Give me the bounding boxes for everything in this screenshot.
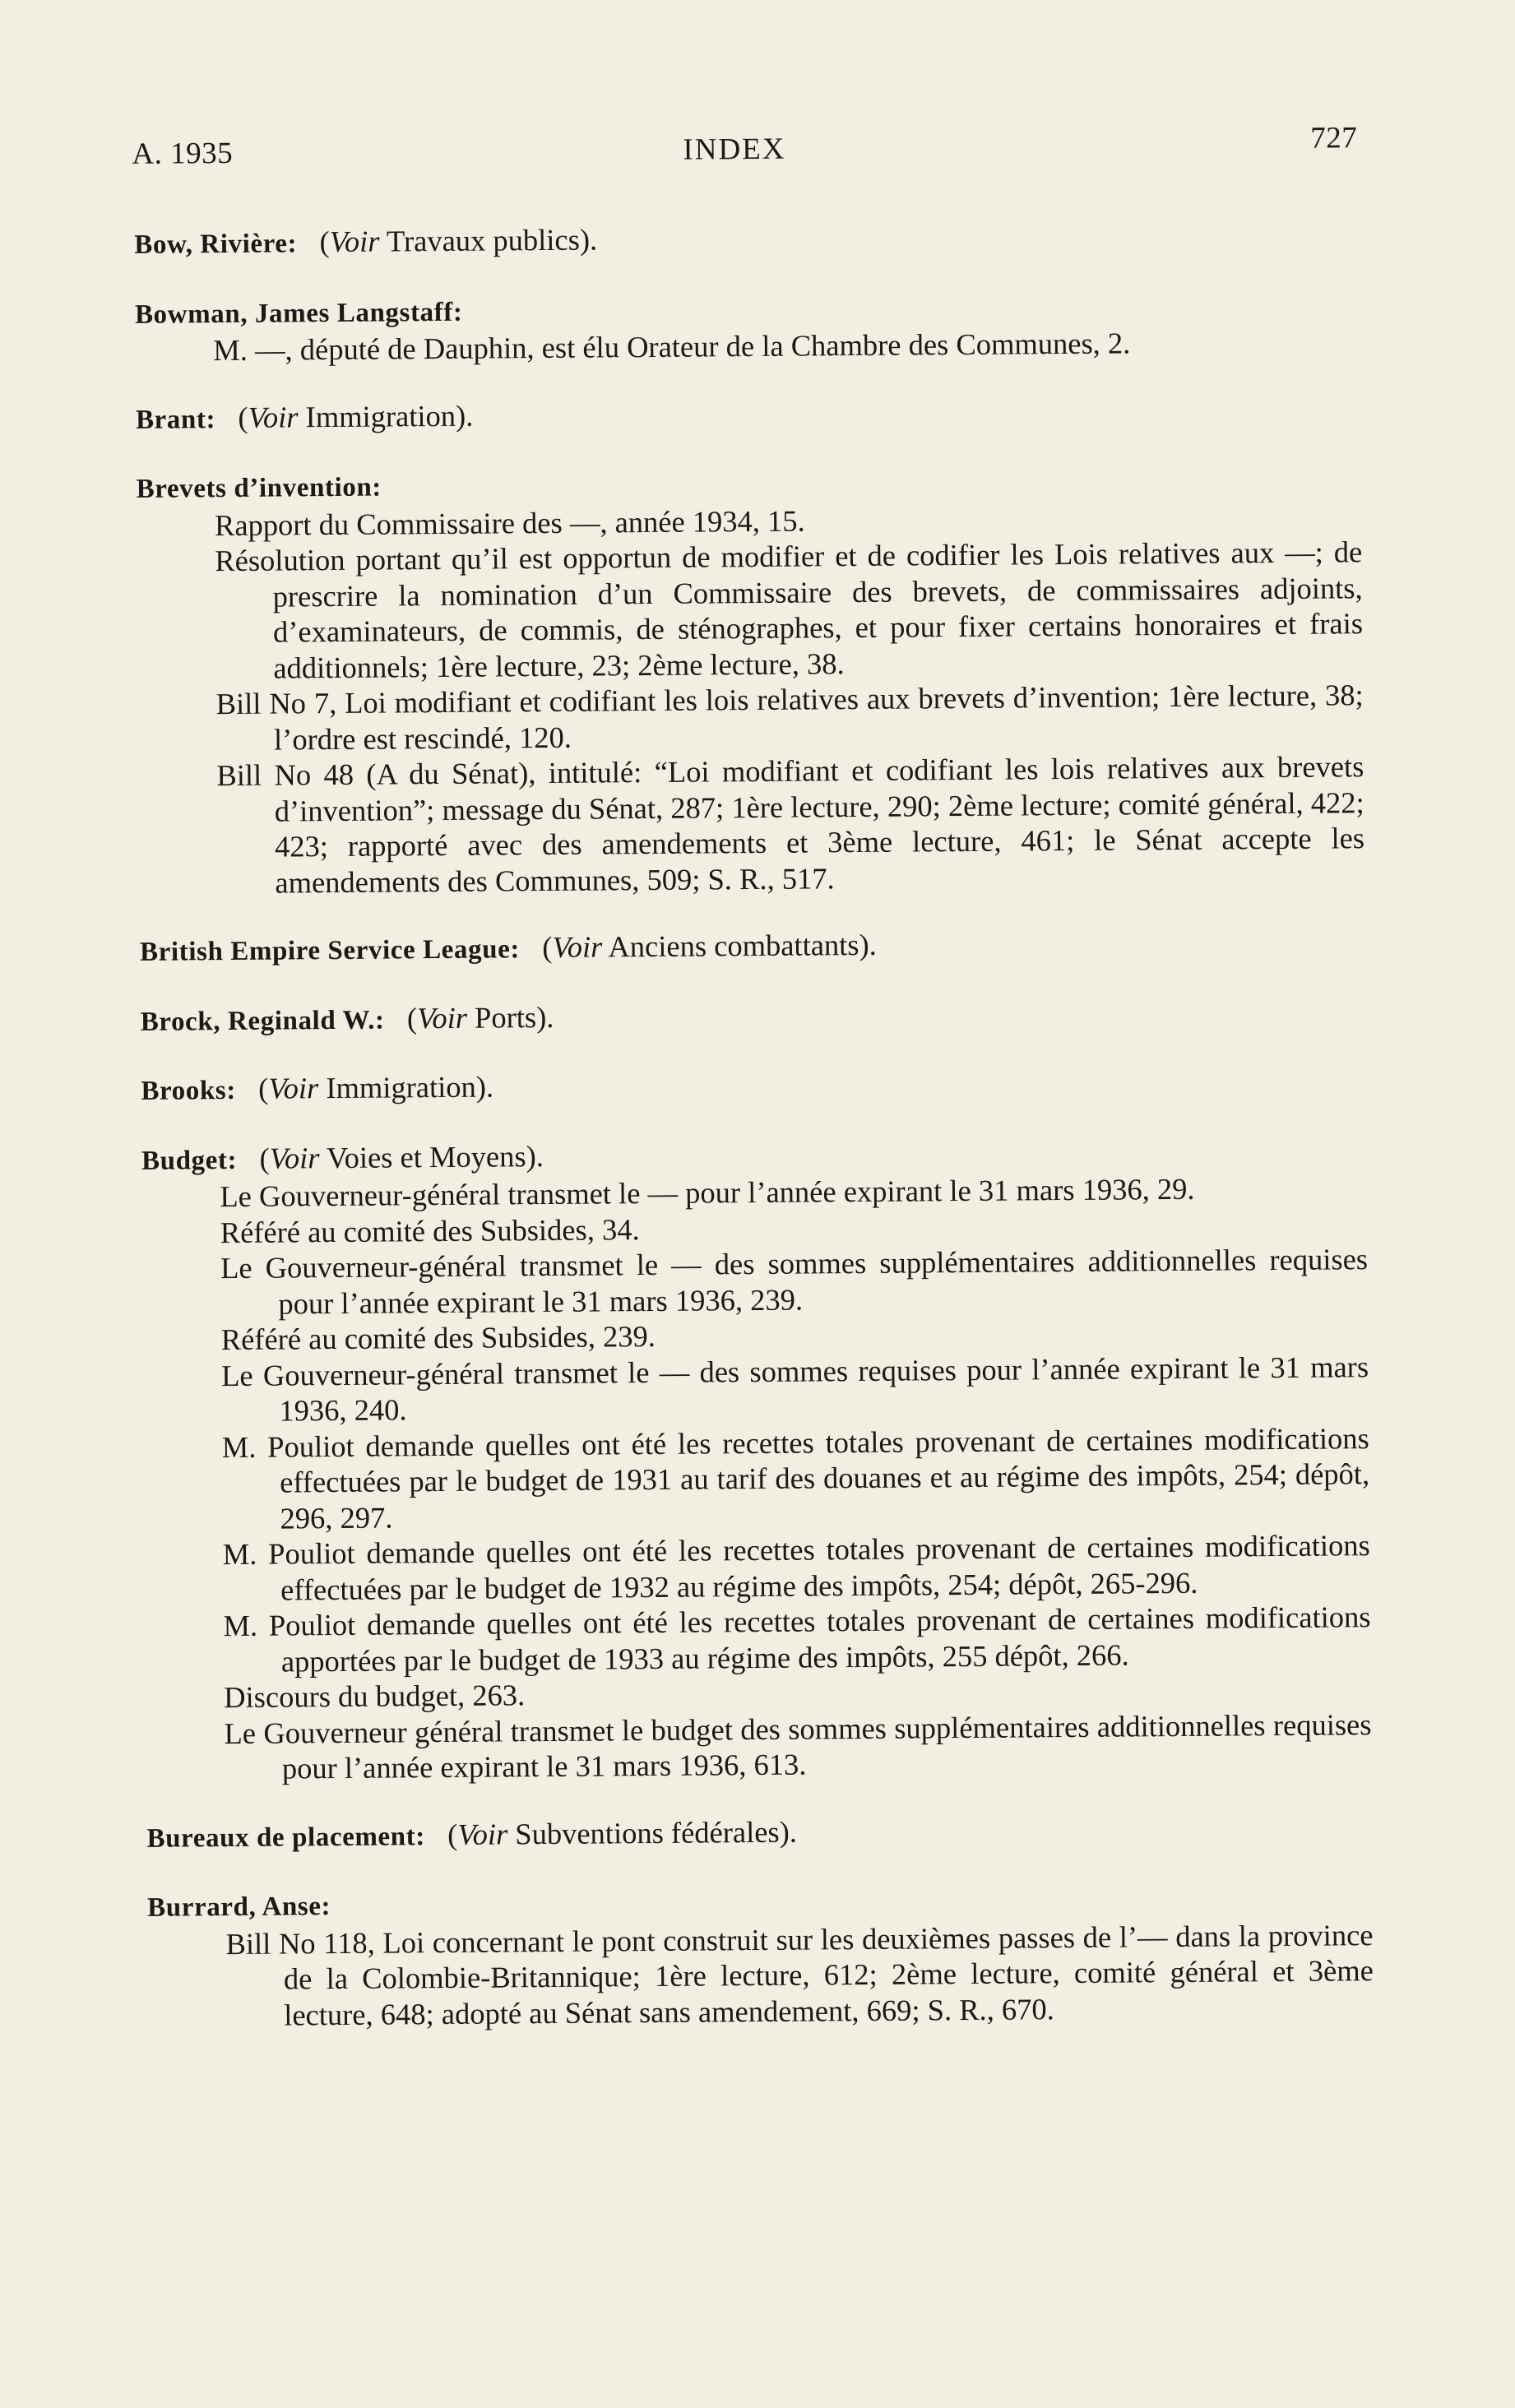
see-reference xyxy=(447,1814,797,1850)
index-entry xyxy=(141,1132,1372,1788)
see-open-paren: ( xyxy=(406,1000,418,1035)
see-reference xyxy=(319,222,597,258)
see-reference xyxy=(407,999,554,1034)
sub-entry: M. Pouliot demande quelles ont été les recettes totales provenant de certaines modifications effectuées par le budget de 1932 au régime des impôts, 254; dépôt, 265-296. xyxy=(222,1528,1370,1607)
index-entry xyxy=(135,285,1361,369)
entry-term: Bureaux de placement: xyxy=(146,1821,425,1854)
entry-term: Bow, Rivière: xyxy=(134,229,298,260)
sub-entry: M. Pouliot demande quelles ont été les recettes totales provenant de certaines modifications effectuées par le budget de 1931 au tarif des douanes et au régime des impôts, 254; dépôt, 296, 297. xyxy=(221,1420,1370,1535)
index-entry xyxy=(141,993,1366,1040)
sub-entry: Résolution portant qu’il est opportun de modifier et de codifier les Lois relatives aux —; de prescrire la nomination d’un Commissaire des brevets, de commissaires adjoints, d’examinateurs, de commis, de sténographes, et pour fixer certains honoraires et frais additionnels; 1ère lecture, 23; 2ème lecture, 38. xyxy=(215,535,1364,685)
voir-label: Voir xyxy=(269,1140,320,1175)
voir-label: Voir xyxy=(552,929,603,964)
entry-term: Brant: xyxy=(135,404,216,435)
sub-entry: Référé au comité des Subsides, 34. xyxy=(220,1211,640,1249)
index-entries xyxy=(134,215,1374,2065)
see-target: Immigration). xyxy=(298,398,474,433)
index-entry xyxy=(134,215,1360,263)
header-title: INDEX xyxy=(683,132,786,167)
index-entry xyxy=(140,923,1365,970)
entry-heading xyxy=(134,215,1360,263)
sub-entry: Le Gouverneur-général transmet le — pour l’année expirant le 31 mars 1936, 29. xyxy=(220,1171,1195,1214)
sub-entry: Bill No 7, Loi modifiant et codifiant les lois relatives aux brevets d’invention; 1ère lecture, 38; l’ordre est rescindé, 120. xyxy=(215,678,1364,757)
see-target: Ports). xyxy=(466,999,554,1035)
header-year: A. 1935 xyxy=(132,136,234,171)
entry-heading xyxy=(146,1809,1372,1857)
sub-entry: Bill No 118, Loi concernant le pont construit sur les deuxièmes passes de l’— dans la province de la Colombie-Britannique; 1ère lecture, 612; 2ème lecture, comité général et 3ème lecture, 648; adopté au Sénat sans amendement, 669; S. R., 670. xyxy=(225,1917,1374,2032)
see-reference xyxy=(542,928,877,964)
entry-heading xyxy=(140,923,1365,970)
sub-entry: M. —, député de Dauphin, est élu Orateur de la Chambre des Communes, 2. xyxy=(213,326,1131,368)
see-target: Voies et Moyens). xyxy=(319,1138,544,1174)
index-entry xyxy=(141,1062,1366,1109)
see-target: Subventions fédérales). xyxy=(507,1814,798,1850)
see-open-paren: ( xyxy=(258,1071,269,1105)
index-entry xyxy=(146,1809,1372,1857)
sub-entry: Le Gouverneur général transmet le budget des sommes supplémentaires additionnelles requises pour l’année expirant le 31 mars 1936, 613. xyxy=(224,1706,1372,1785)
see-target: Anciens combattants). xyxy=(602,927,877,964)
index-entry xyxy=(147,1878,1374,2034)
sub-entry: Référé au comité des Subsides, 239. xyxy=(220,1318,656,1357)
see-target: Immigration). xyxy=(318,1069,494,1105)
voir-label: Voir xyxy=(457,1816,508,1851)
entry-term: Brooks: xyxy=(141,1075,236,1106)
entry-term: British Empire Service League: xyxy=(139,934,521,967)
entry-term: Budget: xyxy=(141,1145,238,1176)
see-reference xyxy=(258,1070,493,1105)
entry-term: Brevets d’invention: xyxy=(136,472,382,504)
sub-entry: M. Pouliot demande quelles ont été les recettes totales provenant de certaines modifications apportées par le budget de 1933 au régime des impôts, 255 dépôt, 266. xyxy=(223,1600,1371,1679)
page-number: 727 xyxy=(1310,121,1358,155)
sub-entry: Bill No 48 (A du Sénat), intitulé: “Loi modifiant et codifiant les lois relatives aux brevets d’invention”; message du Sénat, 287; 1ère lecture, 290; 2ème lecture; comité général, 422; 423; rapporté avec des amendements et 3ème lecture, 461; le Sénat accepte les amendements des Communes, 509; S. R., 517. xyxy=(216,749,1365,900)
sub-entry: Le Gouverneur-général transmet le — des sommes supplémentaires additionnelles requises pour l’année expirant le 31 mars 1936, 239. xyxy=(220,1242,1369,1321)
see-open-paren: ( xyxy=(447,1817,458,1851)
see-reference xyxy=(238,398,473,433)
see-target: Travaux publics). xyxy=(379,222,598,258)
sub-entry: Rapport du Commissaire des —, année 1934, 15. xyxy=(214,503,805,542)
entry-term: Bowman, James Langstaff: xyxy=(134,297,463,330)
entry-term: Brock, Reginald W.: xyxy=(140,1005,385,1037)
see-reference xyxy=(259,1139,544,1175)
entry-heading xyxy=(136,391,1361,438)
voir-label: Voir xyxy=(268,1071,319,1105)
see-open-paren: ( xyxy=(542,929,553,965)
entry-heading xyxy=(141,1062,1366,1109)
see-open-paren: ( xyxy=(319,225,330,259)
page-header xyxy=(132,121,1358,178)
entry-term: Burrard, Anse: xyxy=(147,1892,331,1923)
index-entry xyxy=(136,391,1361,438)
sub-entry: Discours du budget, 263. xyxy=(224,1678,526,1715)
entry-heading xyxy=(141,993,1366,1040)
voir-label: Voir xyxy=(248,399,299,434)
voir-label: Voir xyxy=(416,1000,468,1035)
index-entry xyxy=(136,460,1364,901)
see-open-paren: ( xyxy=(238,400,248,434)
voir-label: Voir xyxy=(329,224,380,259)
sub-entry: Le Gouverneur-général transmet le — des sommes requises pour l’année expirant le 31 mars 1936, 240. xyxy=(220,1349,1369,1428)
see-open-paren: ( xyxy=(259,1141,270,1175)
